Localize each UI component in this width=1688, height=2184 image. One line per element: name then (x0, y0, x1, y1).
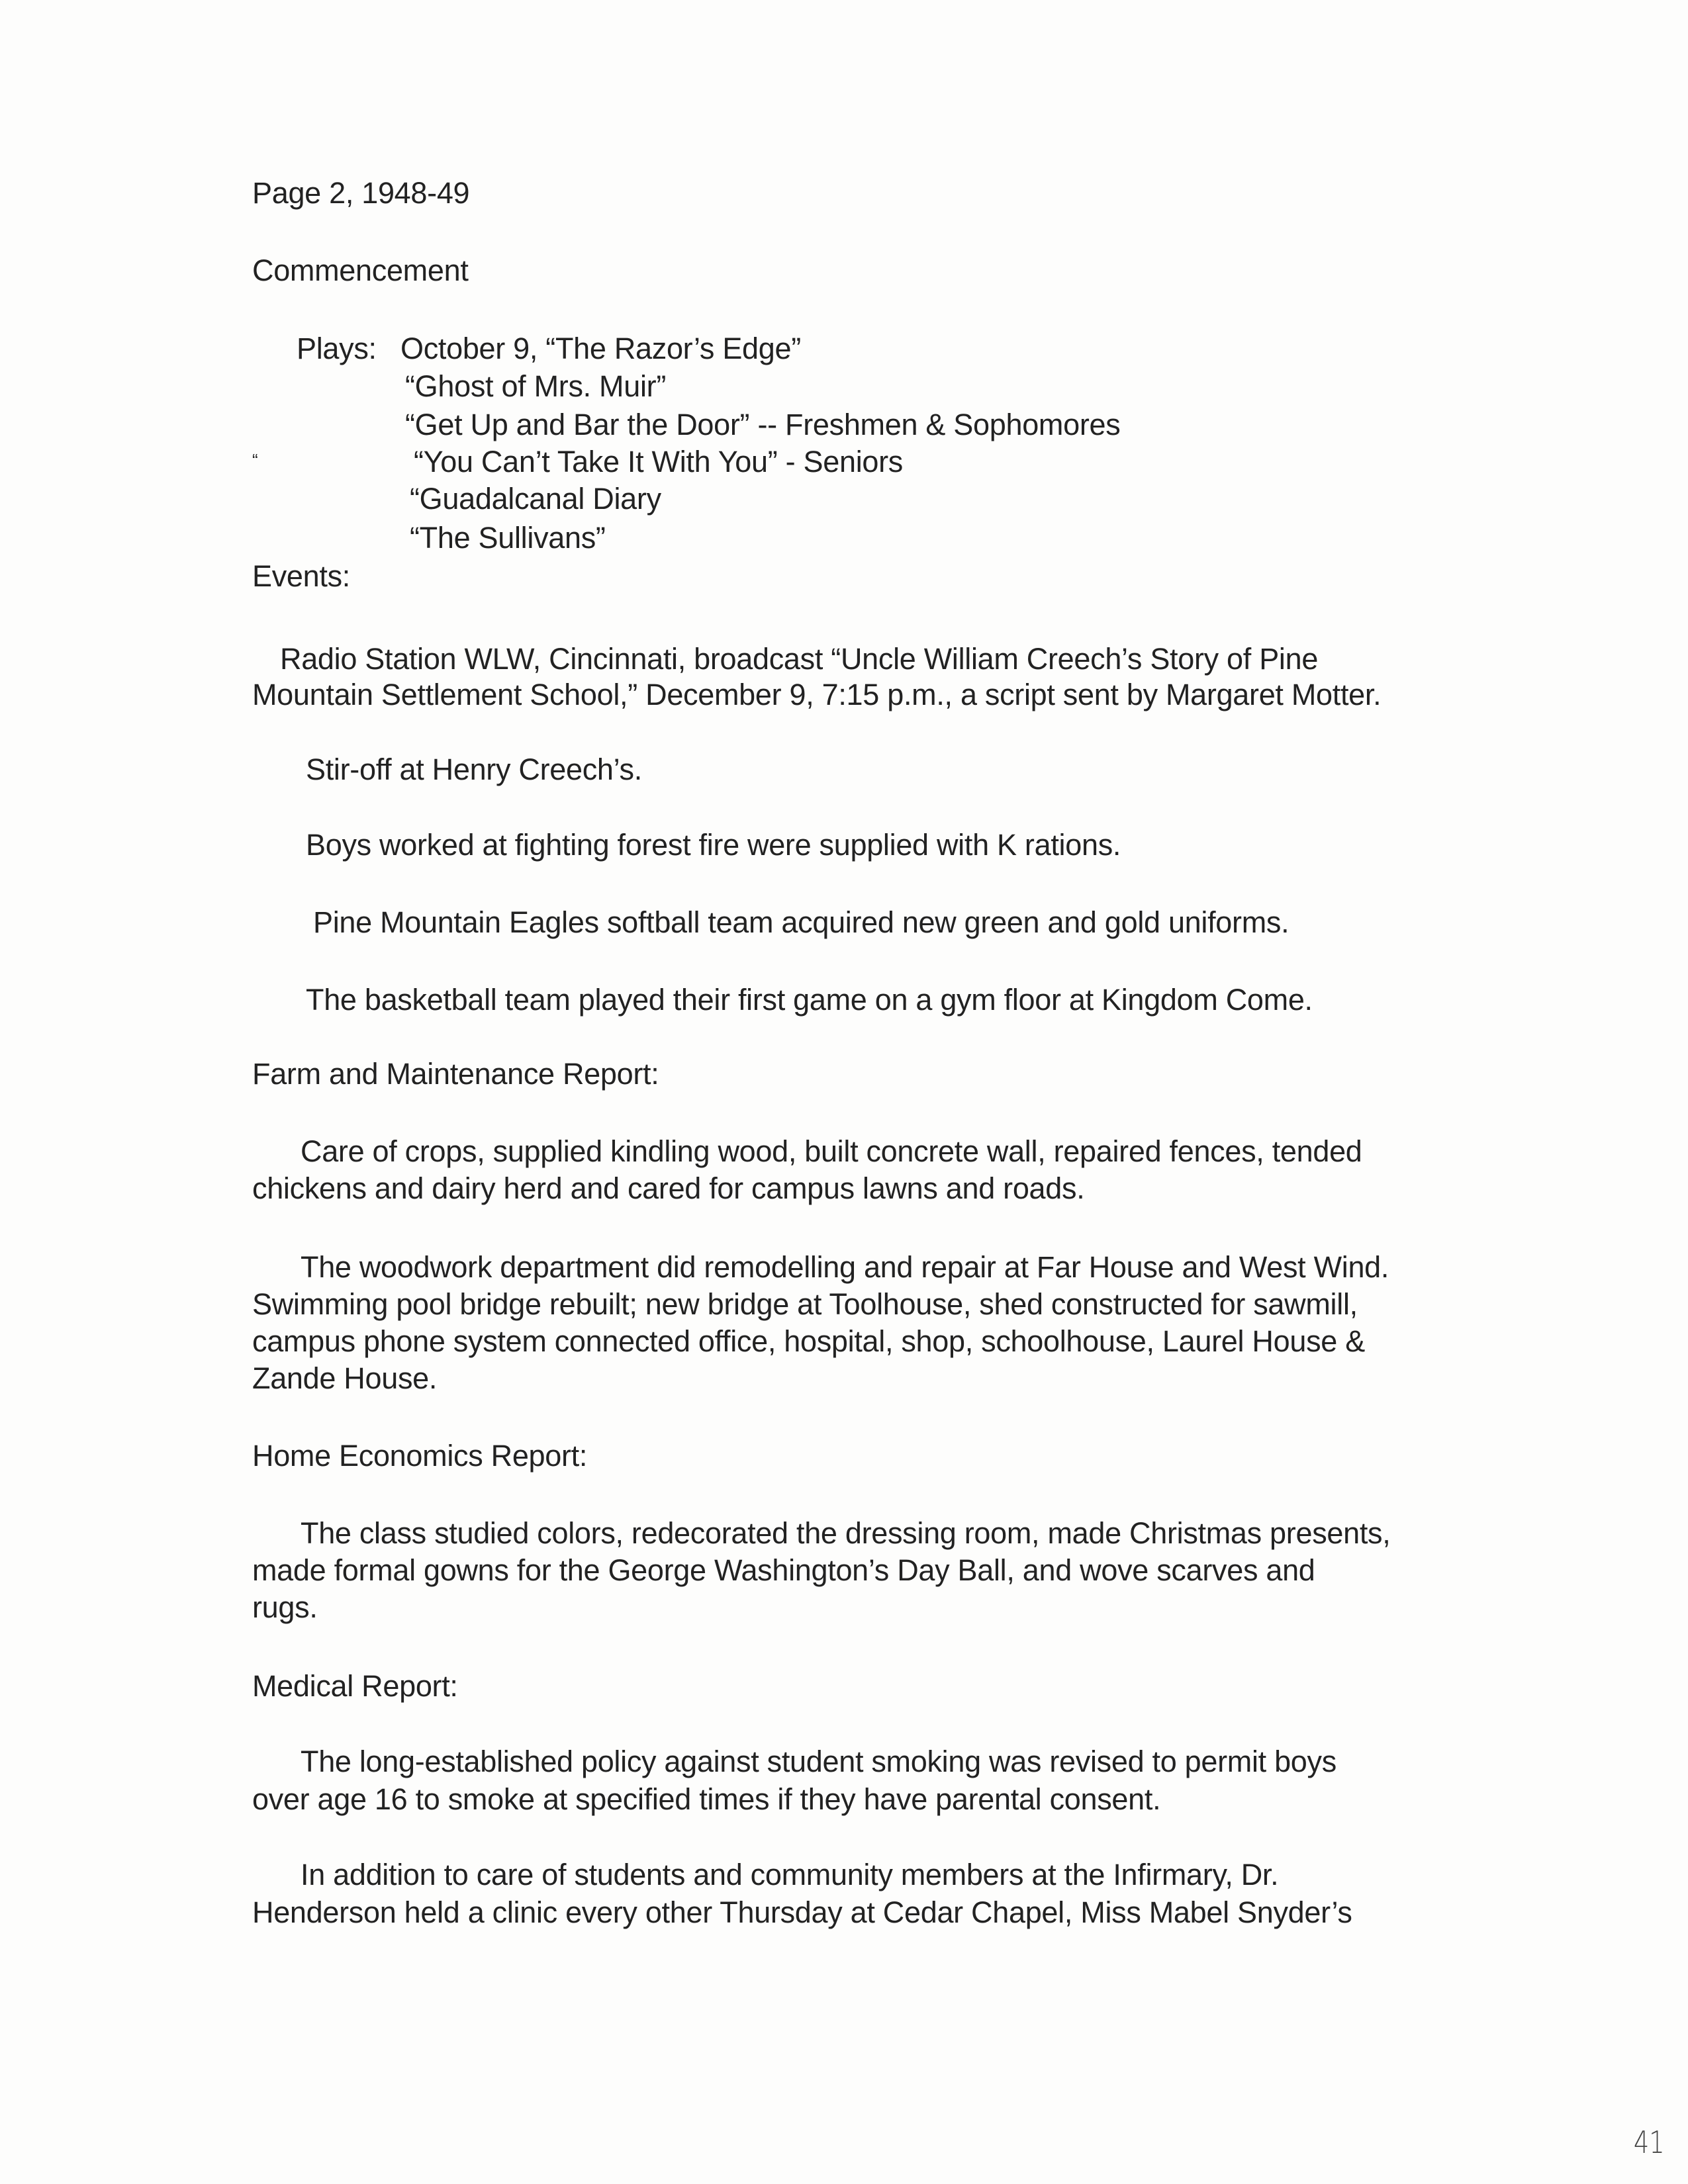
section-heading-farm: Farm and Maintenance Report: (252, 1057, 659, 1091)
paragraph-line: Radio Station WLW, Cincinnati, broadcast “Uncle William Creech’s Story of Pine (280, 642, 1319, 676)
paragraph-line: The long-established policy against student smoking was revised to permit boys (301, 1745, 1336, 1778)
paragraph-line: Pine Mountain Eagles softball team acquired new green and gold uniforms. (313, 905, 1289, 939)
paragraph-line: chickens and dairy herd and cared for campus lawns and roads. (252, 1171, 1085, 1205)
paragraph-line: The class studied colors, redecorated the dressing room, made Christmas presents, (301, 1516, 1391, 1550)
ditto-mark: “ (252, 450, 258, 470)
section-heading-events: Events: (252, 559, 350, 593)
paragraph-line: Henderson held a clinic every other Thursday at Cedar Chapel, Miss Mabel Snyder’s (252, 1895, 1352, 1929)
paragraph-line: In addition to care of students and community members at the Infirmary, Dr. (301, 1858, 1279, 1891)
paragraph-line: campus phone system connected office, hospital, shop, schoolhouse, Laurel House & (252, 1324, 1365, 1358)
paragraph-line: Stir-off at Henry Creech’s. (306, 752, 642, 786)
section-heading-commencement: Commencement (252, 253, 469, 287)
paragraph-line: The basketball team played their first game on a gym floor at Kingdom Come. (306, 983, 1313, 1017)
section-heading-medical: Medical Report: (252, 1669, 458, 1703)
section-heading-home-economics: Home Economics Report: (252, 1439, 588, 1473)
paragraph-line: Zande House. (252, 1361, 438, 1395)
paragraph-line: Mountain Settlement School,” December 9, 7:15 p.m., a script sent by Margaret Motter. (252, 678, 1382, 711)
play-item: “You Can’t Take It With You” - Seniors (414, 445, 904, 478)
paragraph-line: Swimming pool bridge rebuilt; new bridge at Toolhouse, shed constructed for sawmill, (252, 1287, 1358, 1321)
paragraph-line: Care of crops, supplied kindling wood, built concrete wall, repaired fences, tended (301, 1134, 1362, 1168)
paragraph-line: over age 16 to smoke at specified times if they have parental consent. (252, 1782, 1161, 1816)
play-item: “The Sullivans” (410, 521, 606, 555)
paragraph-line: made formal gowns for the George Washington’s Day Ball, and wove scarves and (252, 1553, 1315, 1587)
paragraph-line: rugs. (252, 1590, 318, 1624)
play-item: “Guadalcanal Diary (410, 482, 661, 516)
play-item: “Get Up and Bar the Door” -- Freshmen & Sophomores (405, 408, 1121, 441)
paragraph-line: Boys worked at fighting forest fire were supplied with K rations. (306, 828, 1121, 862)
page-header: Page 2, 1948-49 (252, 176, 470, 210)
handwritten-page-number: 41 (1633, 2124, 1665, 2160)
paragraph-line: The woodwork department did remodelling and repair at Far House and West Wind. (301, 1250, 1389, 1284)
play-item: October 9, “The Razor’s Edge” (400, 332, 801, 365)
play-item: “Ghost of Mrs. Muir” (405, 369, 667, 403)
plays-label: Plays: (297, 332, 377, 365)
